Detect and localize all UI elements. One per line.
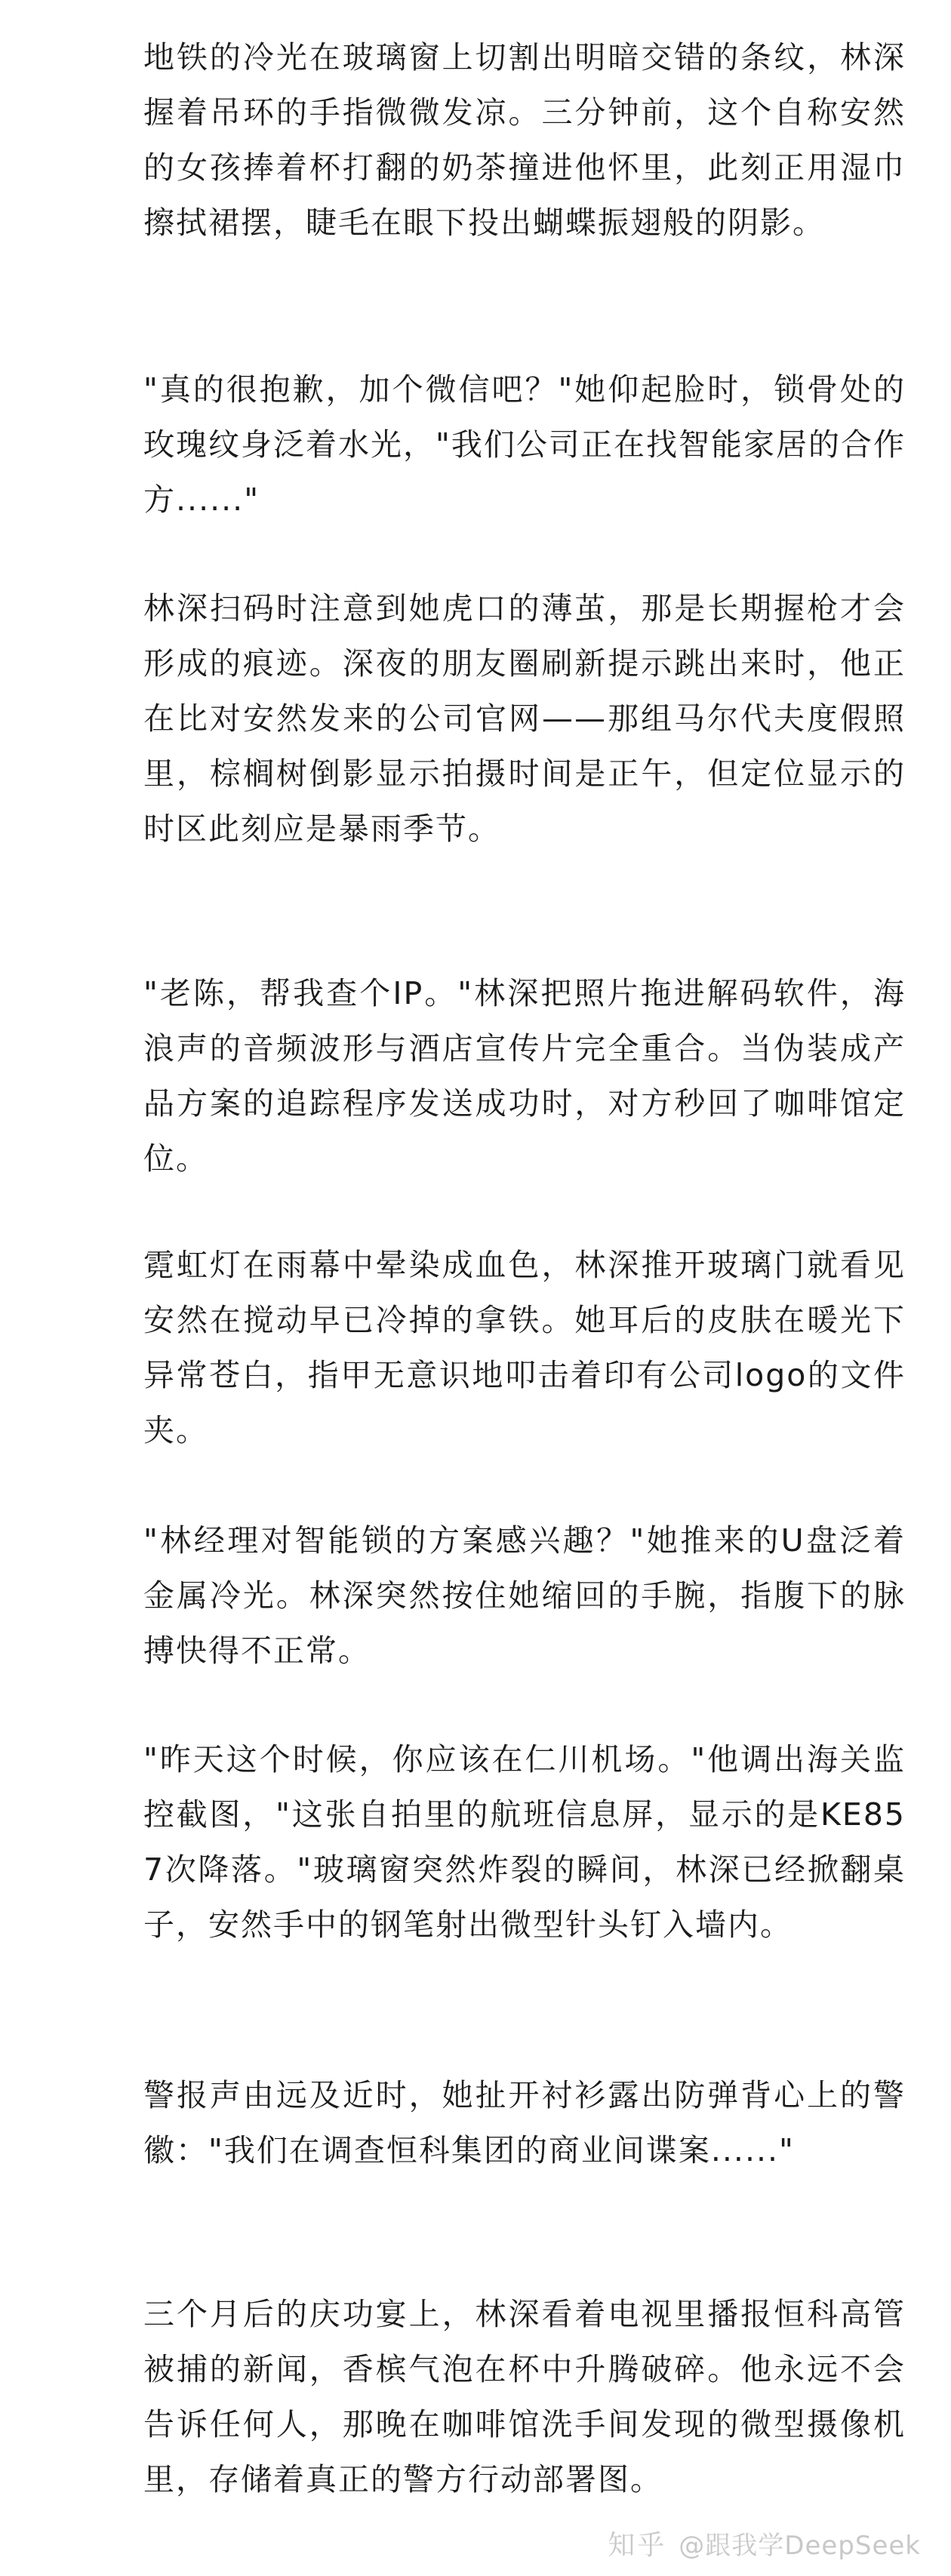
paragraph-1: 地铁的冷光在玻璃窗上切割出明暗交错的条纹，林深握着吊环的手指微微发凉。三分钟前，这个自称安然的女孩捧着杯打翻的奶茶撞进他怀里，此刻正用湿巾擦拭裙摆，睫毛在眼下投出蝴蝶振翅般的阴影。 [143,39,906,241]
paragraph-5: 霓虹灯在雨幕中晕染成血色，林深推开玻璃门就看见安然在搅动早已冷掉的拿铁。她耳后的皮肤在暖光下异常苍白，指甲无意识地叩击着印有公司logo的文件夹。 [143,1247,906,1448]
zhihu-watermark [608,2524,921,2562]
paragraph-7: "昨天这个时候，你应该在仁川机场。"他调出海关监控截图，"这张自拍里的航班信息屏，显示的是KE857次降落。"玻璃窗突然炸裂的瞬间，林深已经掀翻桌子，安然手中的钢笔射出微型针头钉入墙内。 [143,1741,906,1943]
paragraph-8: 警报声由远及近时，她扯开衬衫露出防弹背心上的警徽："我们在调查恒科集团的商业间谍案......" [143,2077,906,2168]
paragraph-2: "真的很抱歉，加个微信吧？"她仰起脸时，锁骨处的玫瑰纹身泛着水光，"我们公司正在找智能家居的合作方......" [143,371,906,518]
paragraph-9: 三个月后的庆功宴上，林深看着电视里播报恒科高管被捕的新闻，香槟气泡在杯中升腾破碎。他永远不会告诉任何人，那晚在咖啡馆洗手间发现的微型摄像机里，存储着真正的警方行动部署图。 [143,2296,906,2498]
paragraph-4: "老陈，帮我查个IP。"林深把照片拖进解码软件，海浪声的音频波形与酒店宣传片完全重合。当伪装成产品方案的追踪程序发送成功时，对方秒回了咖啡馆定位。 [143,975,906,1177]
paragraph-3: 林深扫码时注意到她虎口的薄茧，那是长期握枪才会形成的痕迹。深夜的朋友圈刷新提示跳出来时，他正在比对安然发来的公司官网——那组马尔代夫度假照里，棕榈树倒影显示拍摄时间是正午，但定位显示的时区此刻应是暴雨季节。 [143,590,906,847]
watermark-brand: 知乎 [608,2530,667,2561]
paragraph-6: "林经理对智能锁的方案感兴趣？"她推来的U盘泛着金属冷光。林深突然按住她缩回的手腕，指腹下的脉搏快得不正常。 [143,1522,906,1669]
watermark-handle: @跟我学DeepSeek [679,2531,921,2561]
